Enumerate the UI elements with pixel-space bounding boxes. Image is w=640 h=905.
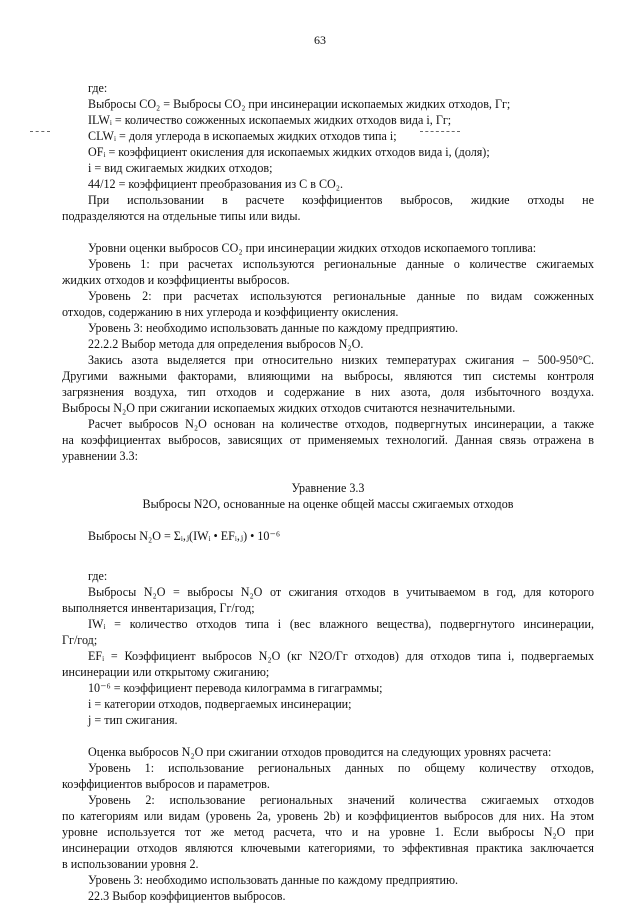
section-heading: Уровни оценки выбросов CO₂ при инсинерации жидких отходов ископаемого топлива: — [88, 241, 537, 255]
section-heading: 22.3 Выбор коэффициентов выбросов. — [88, 889, 286, 903]
paragraph-line: коэффициентов выбросов и параметров. — [62, 777, 270, 791]
paragraph-line: Уровень 1: при расчетах используются региональные данные о количестве сжигаемых — [88, 257, 594, 271]
paragraph-line: по категориям или видам (уровень 2a, уровень 2b) и коэффициентов выбросов для них. На этом — [62, 809, 594, 823]
page-number: 63 — [314, 33, 326, 47]
where-label: где: — [88, 569, 108, 583]
paragraph-line: жидких отходов и коэффициенты выбросов. — [62, 273, 290, 287]
def-10-6: 10⁻⁶ = коэффициент перевода килограмма в гигаграммы; — [88, 681, 383, 695]
paragraph-line: Уровень 2: при расчетах используются региональные данные по видам сожженных — [88, 289, 594, 303]
paragraph-line: Закись азота выделяется при относительно низких температурах сжигания – 500-950°C. — [88, 353, 594, 367]
equation-subtitle: Выбросы N2O, основанные на оценке общей массы сжигаемых отходов — [142, 497, 514, 511]
paragraph-line: загрязнения воздуха, тип отходов и содержание в них азота, доля избыточного воздуха. — [62, 385, 594, 399]
paragraph-line: на коэффициентах выбросов, зависящих от применяемых технологий. Данная связь отражена в — [62, 433, 594, 447]
paragraph-line: Гг/год; — [62, 633, 98, 647]
paragraph-line: подразделяются на отдельные типы или виды. — [62, 209, 301, 223]
paragraph-line: Уровень 2: использование региональных значений количества сжигаемых отходов — [88, 793, 594, 807]
def-ilw: ILWᵢ = количество сожженных ископаемых жидких отходов вида i, Гг; — [88, 113, 452, 127]
paragraph-line: Уровень 3: необходимо использовать данные по каждому предприятию. — [88, 321, 459, 335]
def-i: i = вид сжигаемых жидких отходов; — [88, 161, 273, 175]
scan-mark-left — [30, 131, 50, 132]
def-j: j = тип сжигания. — [88, 713, 178, 727]
section-heading: Оценка выбросов N₂O при сжигании отходов проводится на следующих уровнях расчета: — [88, 745, 552, 759]
def-n2o: Выбросы N₂O = выбросы N₂O от сжигания отходов в учитываемом в год, для которого — [88, 585, 594, 599]
def-clw: CLWᵢ = доля углерода в ископаемых жидких отходов типа i; — [88, 129, 397, 143]
paragraph-line: Выбросы N₂O при сжигании ископаемых жидких отходов считаются незначительными. — [62, 401, 516, 415]
equation-title: Уравнение 3.3 — [291, 481, 365, 495]
def-of: OFᵢ = коэффициент окисления для ископаемых жидких отходов вида i, (доля); — [88, 145, 490, 159]
def-ef: EFᵢ = Коэффициент выбросов N₂O (кг N2O/Гг отходов) для отходов типа i, подвергаемых — [88, 649, 594, 663]
paragraph-line: уравнении 3.3: — [62, 449, 138, 463]
paragraph-line: Расчет выбросов N₂O основан на количестве отходов, подвергнутых инсинерации, а также — [88, 417, 594, 431]
def-iw: IWᵢ = количество отходов типа i (вес влажного вещества), подвергнутого инсинерации, — [88, 617, 594, 631]
paragraph-line: в использовании уровня 2. — [62, 857, 199, 871]
paragraph-line: выполняется инвентаризация, Гг/год; — [62, 601, 255, 615]
def-i: i = категории отходов, подвергаемых инсинерации; — [88, 697, 352, 711]
paragraph-line: отходов, содержанию в них углерода и коэффициенту окисления. — [62, 305, 399, 319]
paragraph-line: инсинерации отходов являются ключевыми категориями, то эффективная практика заключается — [62, 841, 594, 855]
where-label: где: — [88, 81, 108, 95]
paragraph-line: При использовании в расчете коэффициентов выбросов, жидкие отходы не — [88, 193, 594, 207]
section-heading: 22.2.2 Выбор метода для определения выбросов N₂O. — [88, 337, 364, 351]
paragraph-line: уровне используется тот же метод расчета, что и на уровне 1. Если выбросы N₂O при — [62, 825, 594, 839]
paragraph-line: инсинерации или открытому сжиганию; — [62, 665, 270, 679]
paragraph-line: Уровень 1: использование региональных данных по общему количеству отходов, — [88, 761, 594, 775]
equation-formula: Выбросы N₂O = Σᵢ,ⱼ(IWᵢ • EFᵢ,ⱼ) • 10⁻⁶ — [88, 529, 281, 543]
paragraph-line: Другими важными факторами, влияющими на выбросы, являются тип системы контроля — [62, 369, 594, 383]
def-44-12: 44/12 = коэффициент преобразования из C в CO₂. — [88, 177, 343, 191]
paragraph-line: Уровень 3: необходимо использовать данные по каждому предприятию. — [88, 873, 459, 887]
def-co2: Выбросы CO₂ = Выбросы CO₂ при инсинерации ископаемых жидких отходов, Гг; — [88, 97, 511, 111]
